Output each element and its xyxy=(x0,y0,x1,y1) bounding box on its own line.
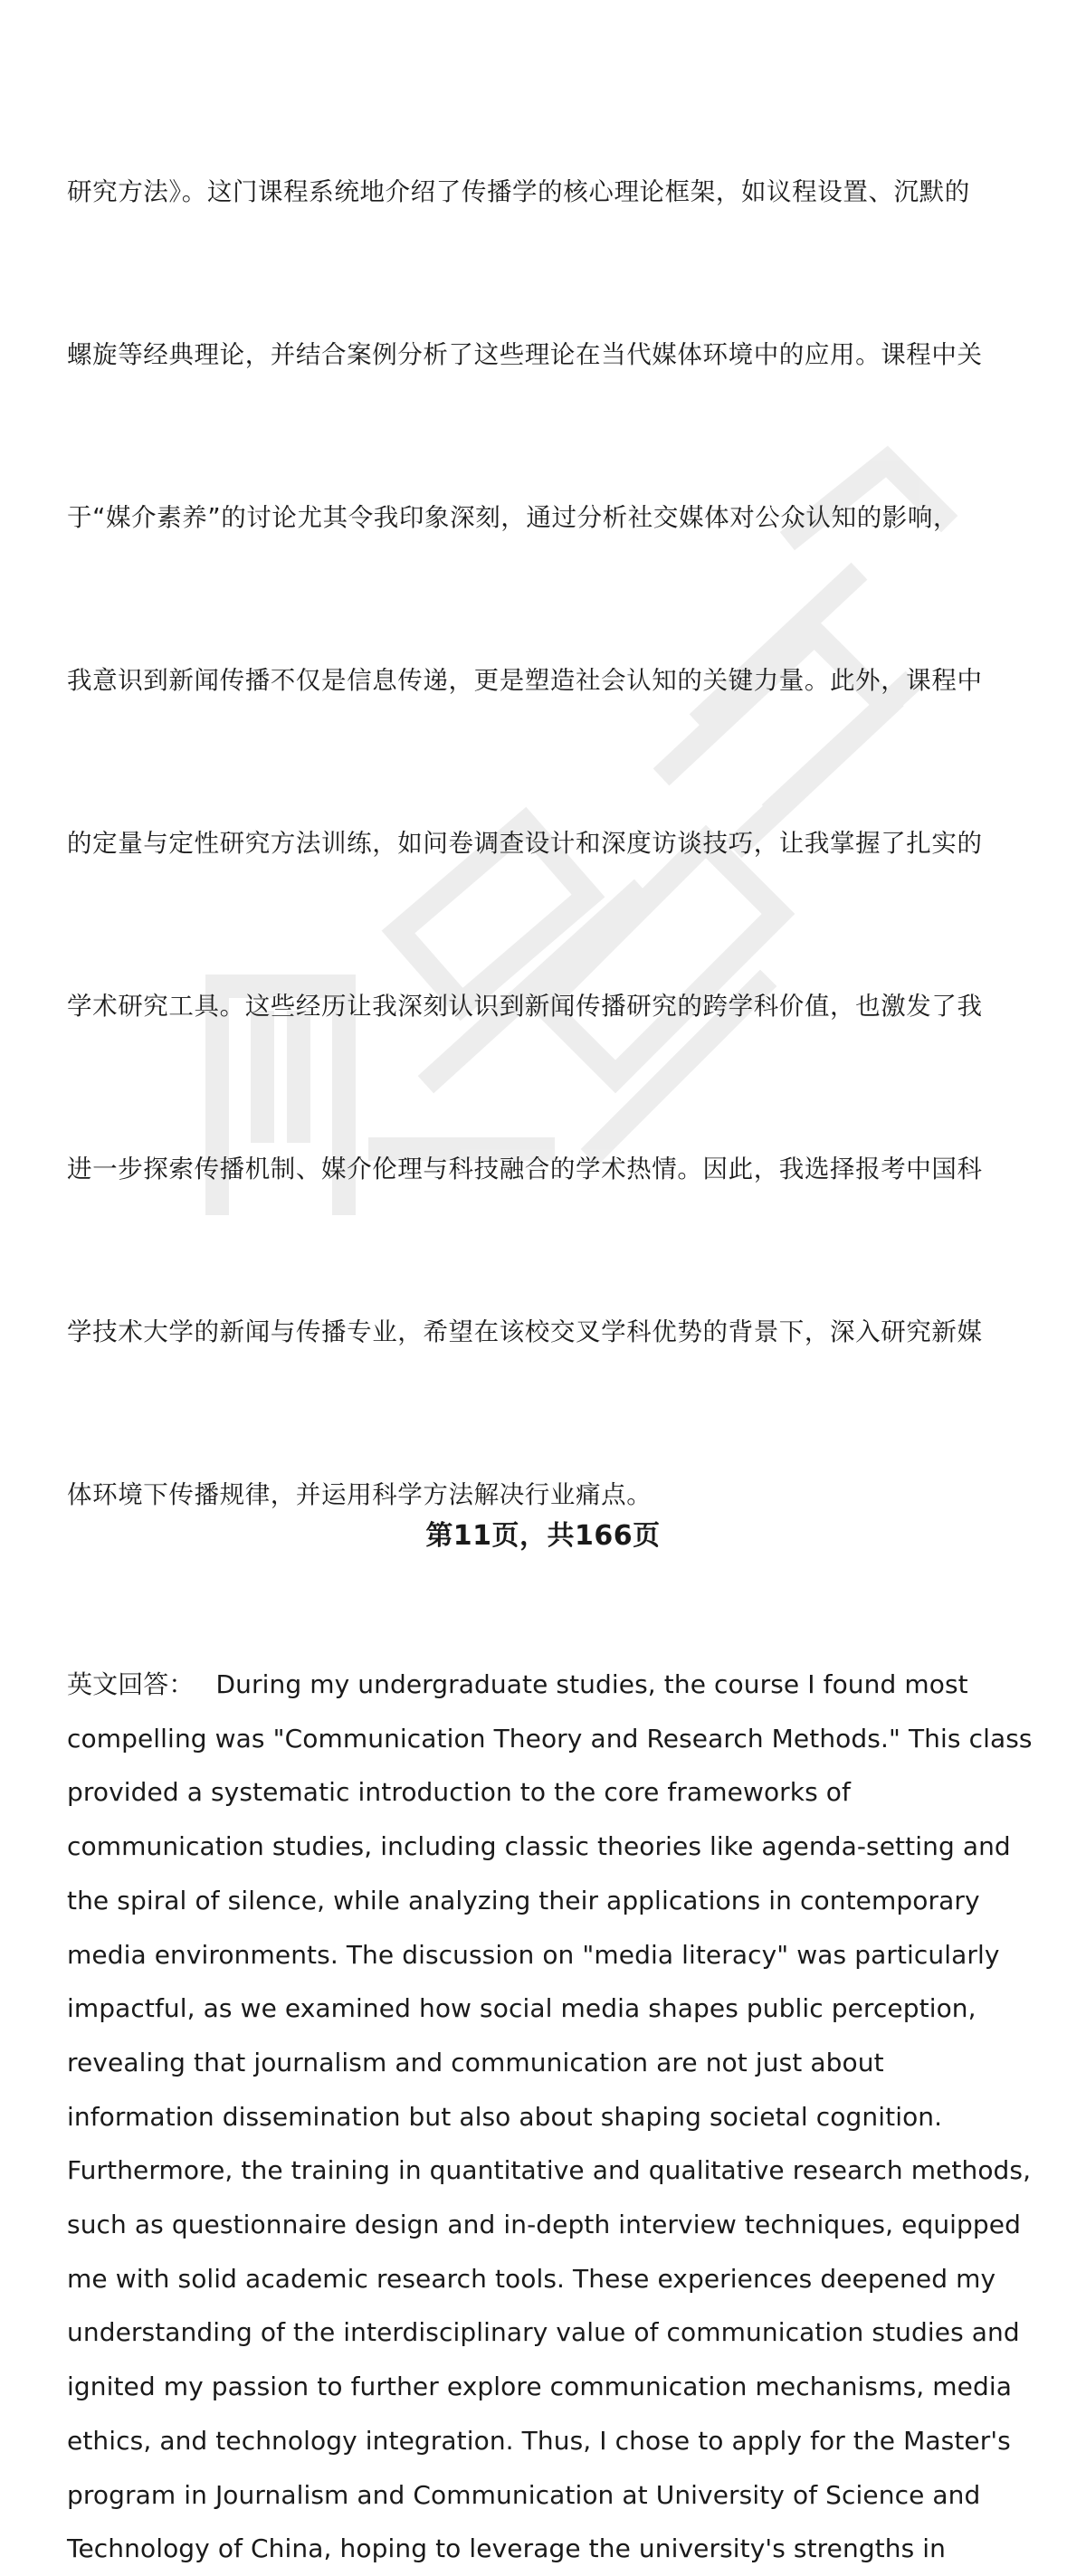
english-line: provided a systematic introduction to the core frameworks of xyxy=(67,1777,851,1808)
english-line: understanding of the interdisciplinary value of communication studies and xyxy=(67,2317,1020,2348)
content-area xyxy=(67,56,1044,2576)
chinese-line: 研究方法》。这门课程系统地介绍了传播学的核心理论框架，如议程设置、沉默的 xyxy=(67,177,970,206)
english-first-line xyxy=(67,1658,1044,1712)
chinese-line: 进一步探索传播机制、媒介伦理与科技融合的学术热情。因此，我选择报考中国科 xyxy=(67,1155,983,1183)
chinese-line: 学技术大学的新闻与传播专业，希望在该校交叉学科优势的背景下，深入研究新媒 xyxy=(67,1317,983,1346)
english-line: ethics, and technology integration. Thus, I chose to apply for the Master's xyxy=(67,2425,1011,2456)
english-line: program in Journalism and Communication at University of Science and xyxy=(67,2479,981,2510)
english-line: impactful, as we examined how social media shapes public perception, xyxy=(67,1993,976,2024)
english-line: media environments. The discussion on "media literacy" was particularly xyxy=(67,1939,1000,1970)
chinese-answer-paragraph xyxy=(67,56,1044,1630)
english-line: me with solid academic research tools. These experiences deepened my xyxy=(67,2263,996,2294)
english-line: such as questionnaire design and in-depth interview techniques, equipped xyxy=(67,2210,1021,2240)
english-line: compelling was "Communication Theory and Research Methods." This class xyxy=(67,1723,1033,1754)
english-line: information dissemination but also about shaping societal cognition. xyxy=(67,2101,943,2132)
english-line: communication studies, including classic theories like agenda-setting and xyxy=(67,1831,1011,1862)
english-answer-label: 英文回答： xyxy=(67,1669,195,1699)
english-line: During my undergraduate studies, the course I found most xyxy=(215,1669,968,1699)
english-answer-paragraph xyxy=(67,1658,1044,2576)
chinese-line: 的定量与定性研究方法训练，如问卷调查设计和深度访谈技巧，让我掌握了扎实的 xyxy=(67,829,983,858)
chinese-line: 螺旋等经典理论，并结合案例分析了这些理论在当代媒体环境中的应用。课程中关 xyxy=(67,340,983,369)
english-line: ignited my passion to further explore communication mechanisms, media xyxy=(67,2372,1012,2402)
chinese-line: 于“媒介素养”的讨论尤其令我印象深刻，通过分析社交媒体对公众认知的影响， xyxy=(67,503,959,532)
chinese-line: 我意识到新闻传播不仅是信息传递，更是塑造社会认知的关键力量。此外，课程中 xyxy=(67,666,983,695)
chinese-line: 学术研究工具。这些经历让我深刻认识到新闻传播研究的跨学科价值，也激发了我 xyxy=(67,992,983,1021)
page-number: 第11页，共166页 xyxy=(425,1520,661,1552)
english-line: revealing that journalism and communication are not just about xyxy=(67,2047,884,2077)
english-line: the spiral of silence, while analyzing their applications in contemporary xyxy=(67,1885,980,1915)
english-line: Technology of China, hoping to leverage the university's strengths in xyxy=(67,2533,947,2564)
chinese-line: 体环境下传播规律，并运用科学方法解决行业痛点。 xyxy=(67,1480,653,1509)
english-line: Furthermore, the training in quantitative and qualitative research methods, xyxy=(67,2155,1032,2186)
